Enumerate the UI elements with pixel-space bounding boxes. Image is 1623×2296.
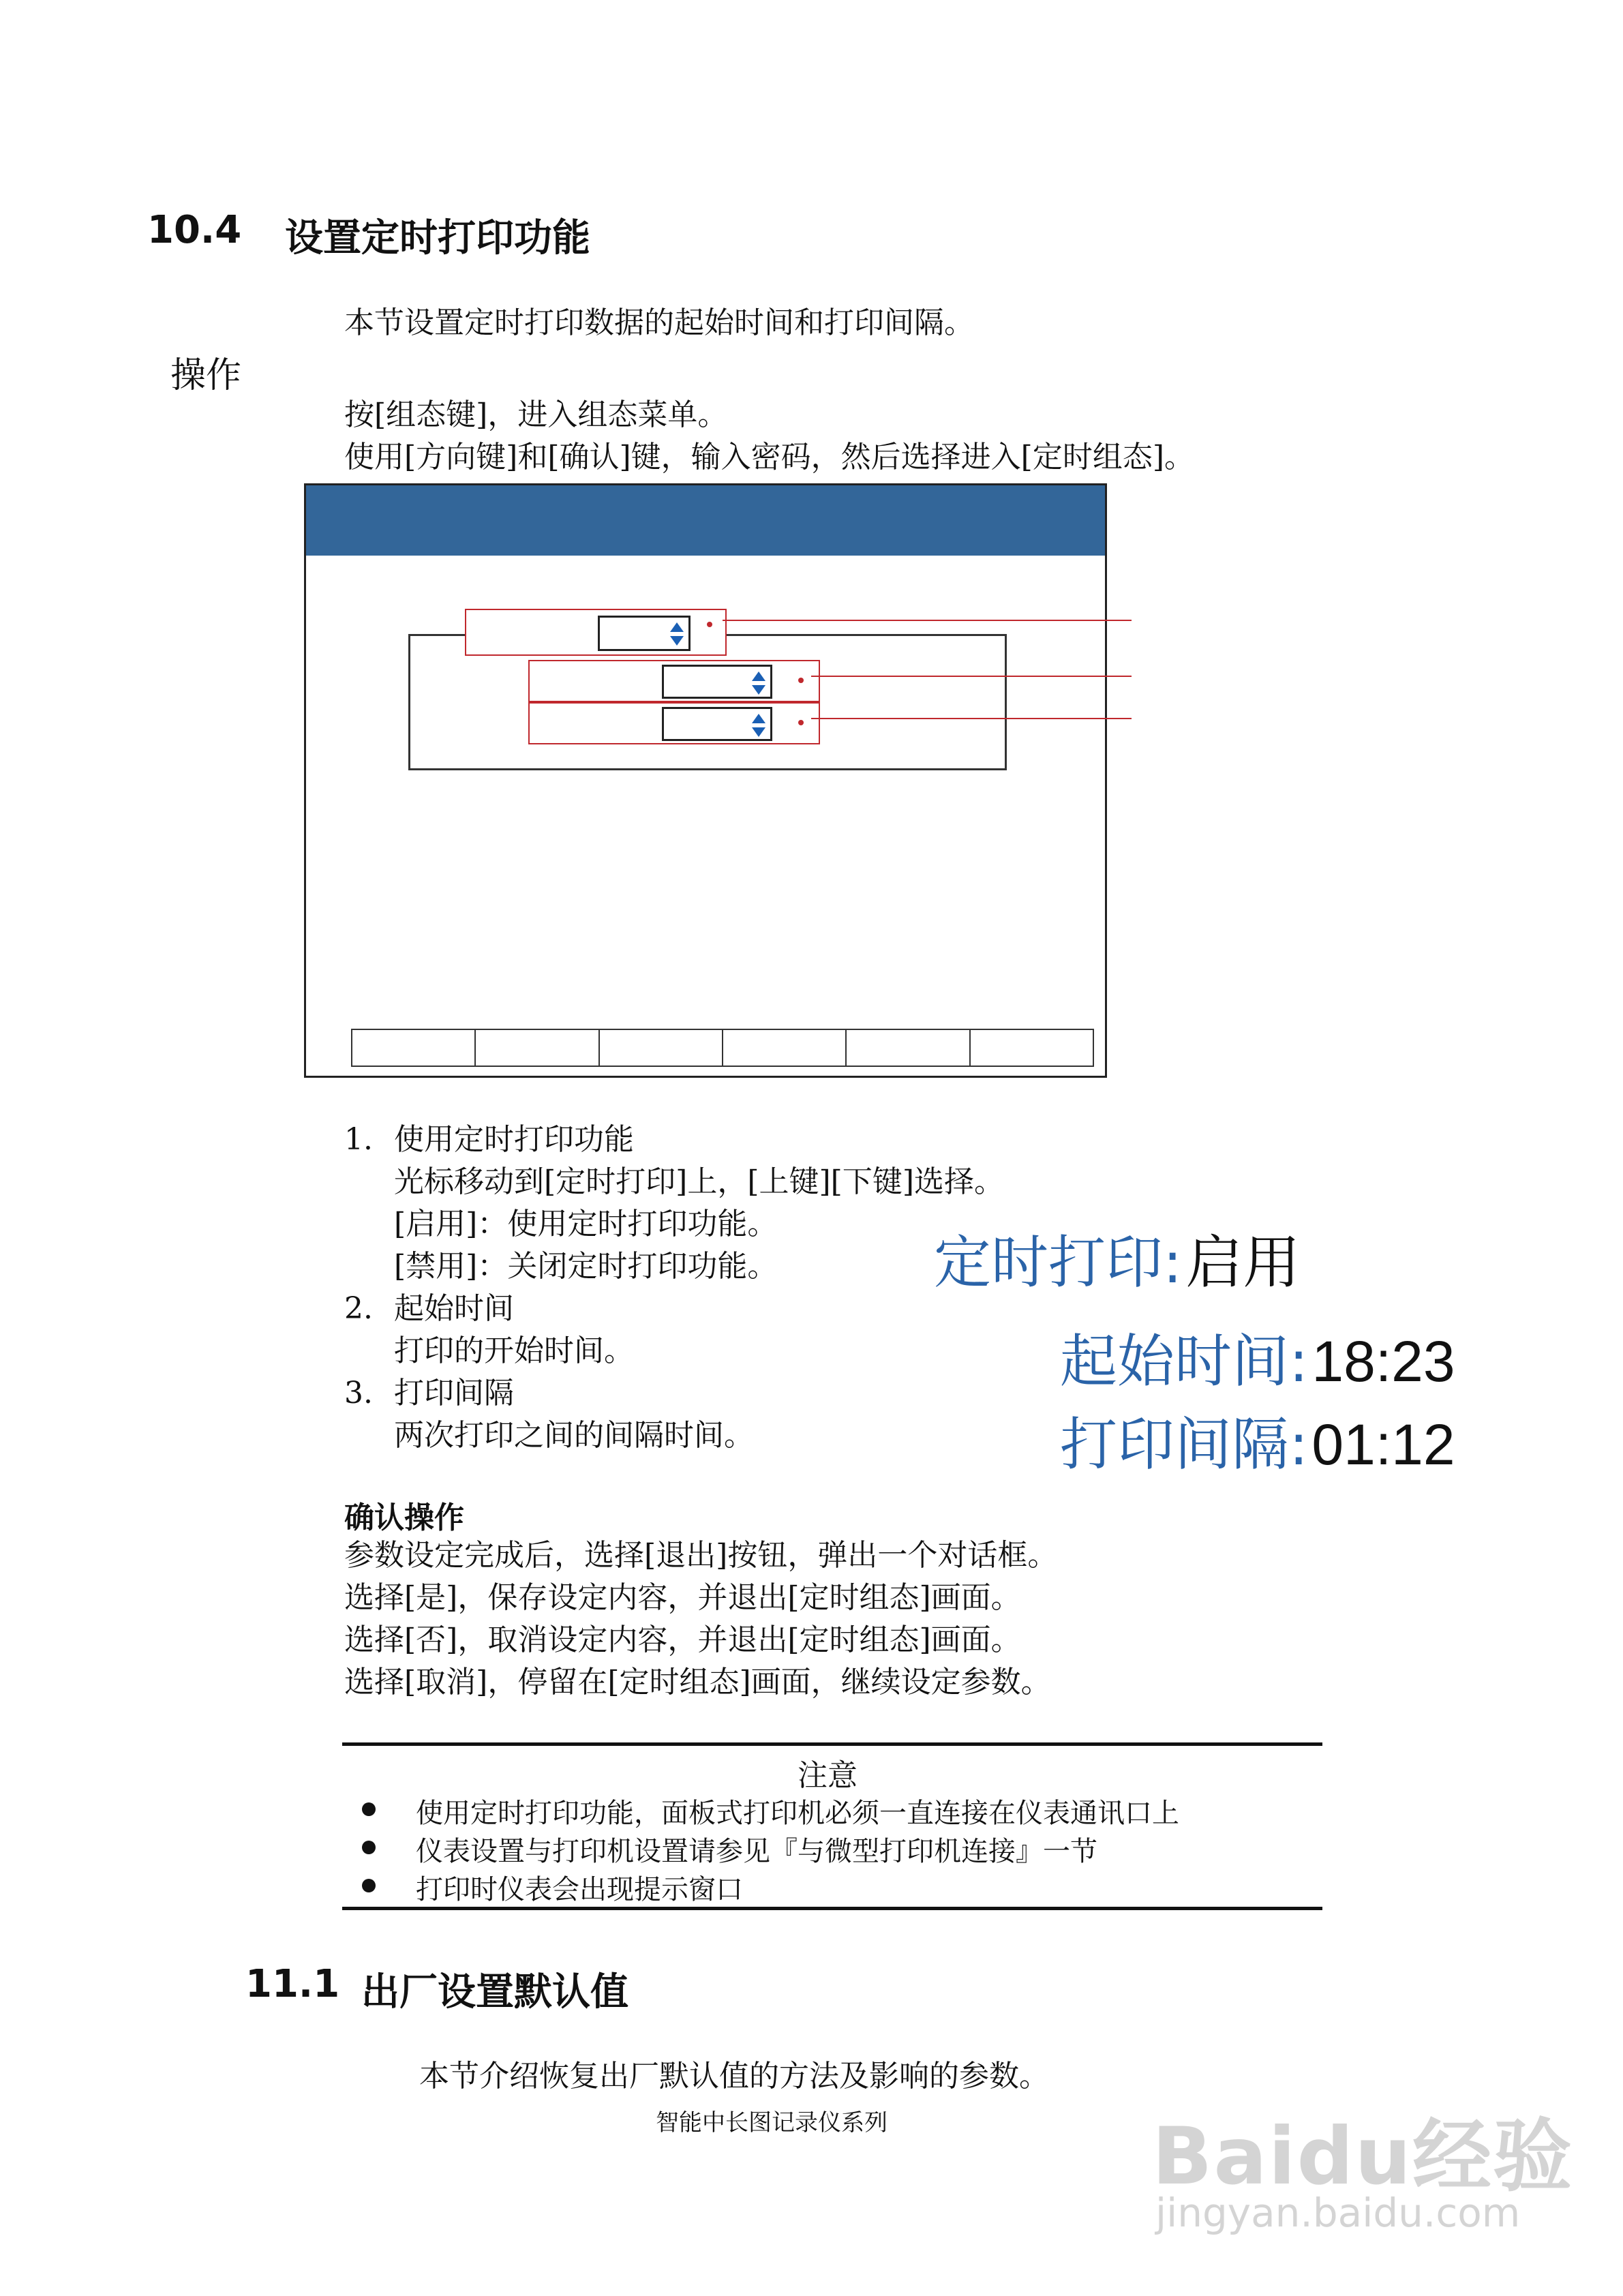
softkey-bar xyxy=(351,1029,1094,1067)
operation-step-a: 按[组态键]，进入组态菜单。 xyxy=(344,397,728,432)
item-1-line: [启用]：使用定时打印功能。 xyxy=(394,1207,778,1241)
page-footer: 智能中长图记录仪系列 xyxy=(656,2109,888,2136)
note-item: 使用定时打印功能，面板式打印机必须一直连接在仪表通讯口上 xyxy=(416,1798,1179,1829)
note-top-rule xyxy=(342,1742,1322,1746)
bullet-icon xyxy=(362,1841,376,1854)
note-title: 注意 xyxy=(798,1758,858,1793)
softkey-1[interactable] xyxy=(352,1030,476,1066)
section-number: 11.1 xyxy=(245,1962,340,2006)
operation-step-b: 使用[方向键]和[确认]键，输入密码，然后选择进入[定时组态]。 xyxy=(344,440,1194,474)
operation-label: 操作 xyxy=(170,355,242,396)
item-3-title: 打印间隔 xyxy=(394,1376,514,1410)
callout-print-interval xyxy=(1060,1399,1455,1481)
callout-timed-print xyxy=(934,1217,1300,1299)
bullet-icon xyxy=(362,1802,376,1816)
section-title: 设置定时打印功能 xyxy=(285,216,590,260)
softkey-2[interactable] xyxy=(476,1030,599,1066)
note-bottom-rule xyxy=(342,1907,1322,1910)
callout-label: 打印间隔: xyxy=(1060,1411,1309,1478)
item-1-line: 光标移动到[定时打印]上，[上键][下键]选择。 xyxy=(394,1164,1004,1199)
section-title: 出厂设置默认值 xyxy=(361,1970,628,2014)
callout-label: 定时打印: xyxy=(934,1229,1183,1296)
note-item: 仪表设置与打印机设置请参见『与微型打印机连接』一节 xyxy=(416,1836,1097,1867)
leader-dot xyxy=(707,622,712,627)
callout-label: 起始时间: xyxy=(1060,1328,1309,1395)
confirm-title: 确认操作 xyxy=(344,1500,464,1535)
device-screen-mockup xyxy=(304,483,1107,1078)
callout-start-time xyxy=(1060,1316,1455,1398)
leader-lines xyxy=(723,614,1132,736)
softkey-3[interactable] xyxy=(600,1030,723,1066)
confirm-line: 参数设定完成后，选择[退出]按钮，弹出一个对话框。 xyxy=(344,1538,1058,1573)
up-down-arrow-icon xyxy=(669,622,684,646)
confirm-line: 选择[否]，取消设定内容，并退出[定时组态]画面。 xyxy=(344,1622,1021,1657)
item-2-title: 起始时间 xyxy=(394,1291,514,1326)
bullet-icon xyxy=(362,1879,376,1892)
callout-value: 01:12 xyxy=(1311,1413,1455,1477)
item-3-line: 两次打印之间的间隔时间。 xyxy=(394,1418,754,1453)
baidu-watermark-logo: Baidu经验 xyxy=(1152,2111,1574,2203)
softkey-5[interactable] xyxy=(847,1030,970,1066)
confirm-line: 选择[是]，保存设定内容，并退出[定时组态]画面。 xyxy=(344,1580,1021,1615)
screen-header-bar xyxy=(306,485,1105,556)
confirm-line: 选择[取消]，停留在[定时组态]画面，继续设定参数。 xyxy=(344,1665,1051,1700)
section-intro: 本节设置定时打印数据的起始时间和打印间隔。 xyxy=(344,305,974,340)
item-1-line: [禁用]：关闭定时打印功能。 xyxy=(394,1249,778,1284)
timed-print-spinner[interactable] xyxy=(598,616,691,651)
item-1-title: 使用定时打印功能 xyxy=(394,1122,634,1157)
callout-value: 启用 xyxy=(1185,1230,1301,1295)
note-item: 打印时仪表会出现提示窗口 xyxy=(416,1874,743,1905)
section-intro: 本节介绍恢复出厂默认值的方法及影响的参数。 xyxy=(419,2059,1049,2094)
softkey-4[interactable] xyxy=(723,1030,847,1066)
item-2-line: 打印的开始时间。 xyxy=(394,1333,634,1368)
item-3-number: 3. xyxy=(344,1376,373,1410)
section-number: 10.4 xyxy=(147,208,242,252)
callout-value: 18:23 xyxy=(1311,1329,1455,1393)
item-1-number: 1. xyxy=(344,1122,373,1157)
baidu-watermark-url: jingyan.baidu.com xyxy=(1155,2190,1521,2236)
item-2-number: 2. xyxy=(344,1291,373,1326)
softkey-6[interactable] xyxy=(971,1030,1093,1066)
